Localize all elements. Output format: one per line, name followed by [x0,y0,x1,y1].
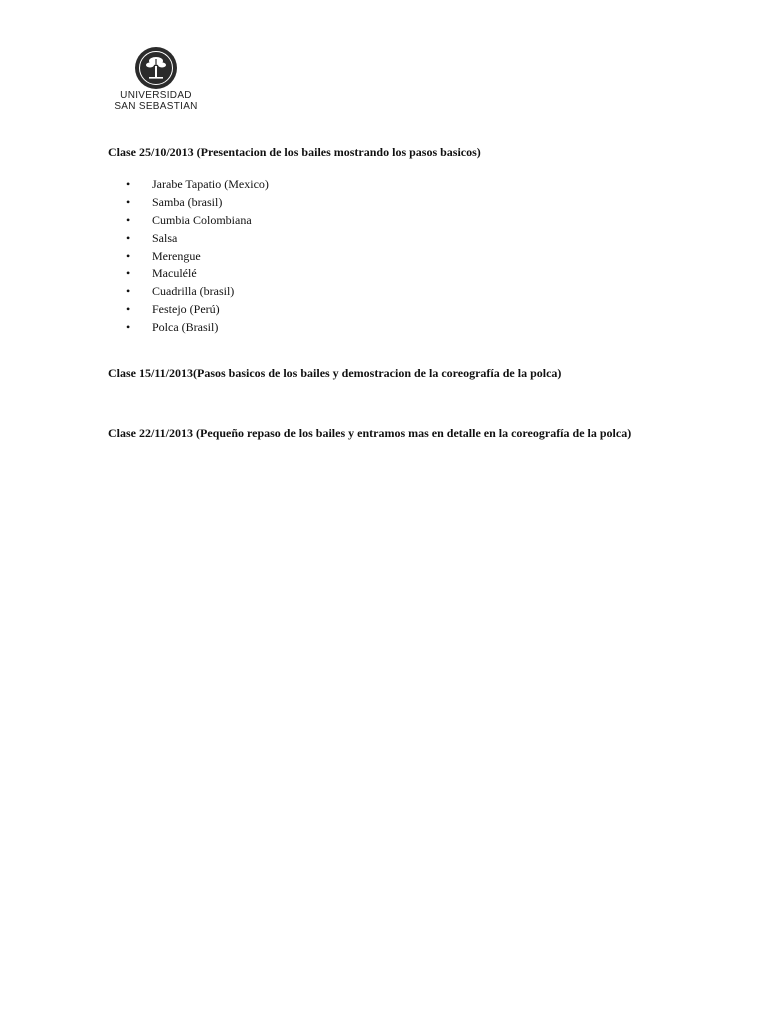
list-item [126,230,269,248]
list-item [126,319,269,337]
dance-list [126,176,269,337]
dance-name: Merengue [152,248,201,263]
list-item [126,265,269,283]
dance-name: Samba (brasil) [152,194,223,209]
bullet-icon: • [126,230,131,245]
bullet-icon: • [126,266,131,281]
list-item [126,176,269,194]
list-item [126,283,269,301]
bullet-icon: • [126,248,131,263]
bullet-icon: • [126,320,131,335]
university-seal-icon [134,46,178,90]
list-item [126,301,269,319]
bullet-icon: • [126,194,131,209]
list-item [126,212,269,230]
bullet-icon: • [126,284,131,299]
class-heading-1: Clase 25/10/2013 (Presentacion de los bailes mostrando los pasos basicos) [108,145,481,159]
bullet-icon: • [126,177,131,191]
dance-name: Festejo (Perú) [152,302,220,317]
logo-text-san-sebastian: SAN SEBASTIAN [114,101,198,112]
university-logo [108,44,204,116]
class-heading-3: Clase 22/11/2013 (Pequeño repaso de los bailes y entramos mas en detalle en la coreografía de la polca) [108,426,632,440]
dance-name: Jarabe Tapatio (Mexico) [152,177,269,191]
bullet-icon: • [126,302,131,317]
dance-name: Cuadrilla (brasil) [152,284,235,299]
dance-name: Polca (Brasil) [152,320,219,335]
dance-name: Salsa [152,230,178,245]
dance-name: Maculélé [152,266,197,281]
logo-text-university: UNIVERSIDAD [120,90,192,101]
class-heading-2: Clase 15/11/2013(Pasos basicos de los bailes y demostracion de la coreografía de la polca) [108,366,562,380]
list-item [126,248,269,266]
dance-name: Cumbia Colombiana [152,212,252,227]
list-item [126,194,269,212]
bullet-icon: • [126,212,131,227]
